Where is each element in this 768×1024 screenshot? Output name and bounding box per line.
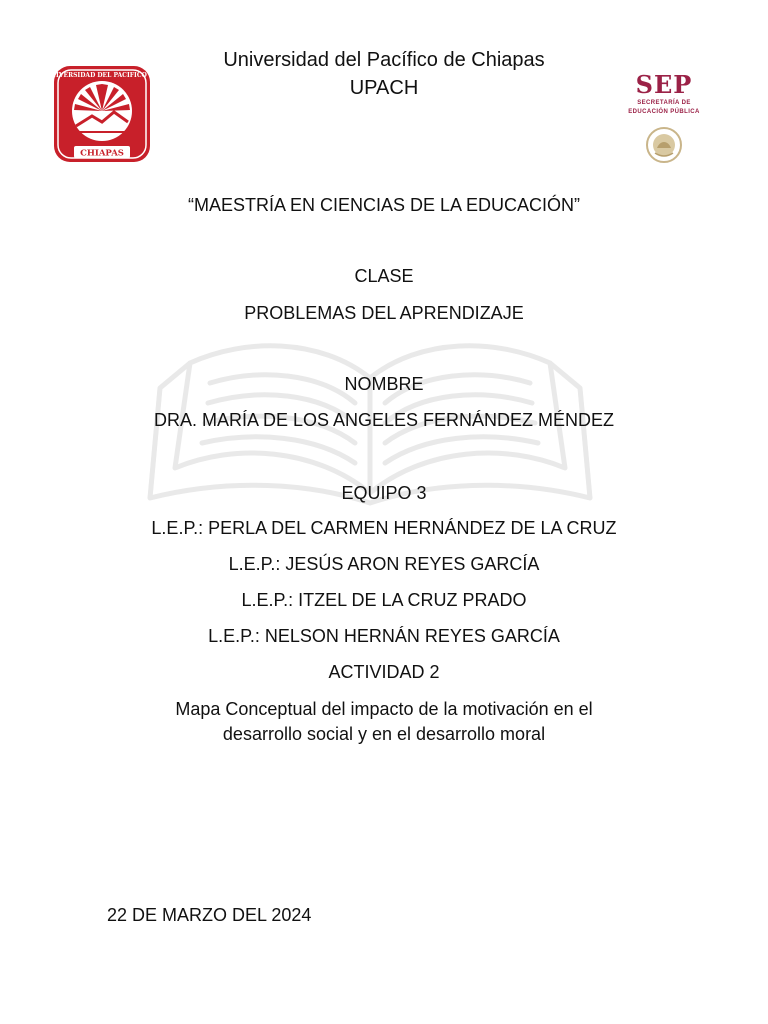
program-title: “MAESTRÍA EN CIENCIAS DE LA EDUCACIÓN” — [187, 195, 581, 215]
team-member: L.E.P.: NELSON HERNÁN REYES GARCÍA — [208, 626, 560, 646]
class-label: CLASE — [354, 266, 414, 286]
upach-logo-ring-text: UNIVERSIDAD DEL PACIFICO DE — [45, 72, 159, 79]
sep-logo-subtitle-1: SECRETARÍA DE — [637, 100, 691, 106]
teacher-name: DRA. MARÍA DE LOS ANGELES FERNÁNDEZ MÉNDEZ — [153, 410, 615, 430]
activity-description-line-2: desarrollo social y en el desarrollo moral — [222, 724, 546, 744]
document-date: 22 DE MARZO DEL 2024 — [107, 905, 312, 925]
university-abbreviation: UPACH — [349, 77, 419, 99]
activity-description-line-1: Mapa Conceptual del impacto de la motivación en el — [175, 699, 593, 719]
team-member: L.E.P.: ITZEL DE LA CRUZ PRADO — [241, 590, 527, 610]
team-member: L.E.P.: JESÚS ARON REYES GARCÍA — [228, 554, 540, 574]
university-name: Universidad del Pacífico de Chiapas — [223, 49, 545, 71]
upach-logo-banner-text: CHIAPAS — [80, 148, 124, 159]
national-emblem-icon — [645, 126, 683, 164]
class-value: PROBLEMAS DEL APRENDIZAJE — [244, 303, 524, 323]
sep-logo-word: SEP — [635, 70, 693, 99]
team-label: EQUIPO 3 — [341, 483, 427, 503]
name-label: NOMBRE — [344, 374, 424, 394]
sep-logo-subtitle-2: EDUCACIÓN PÚBLICA — [628, 109, 700, 115]
team-member: L.E.P.: PERLA DEL CARMEN HERNÁNDEZ DE LA CRUZ — [151, 518, 617, 538]
activity-label: ACTIVIDAD 2 — [328, 662, 440, 682]
